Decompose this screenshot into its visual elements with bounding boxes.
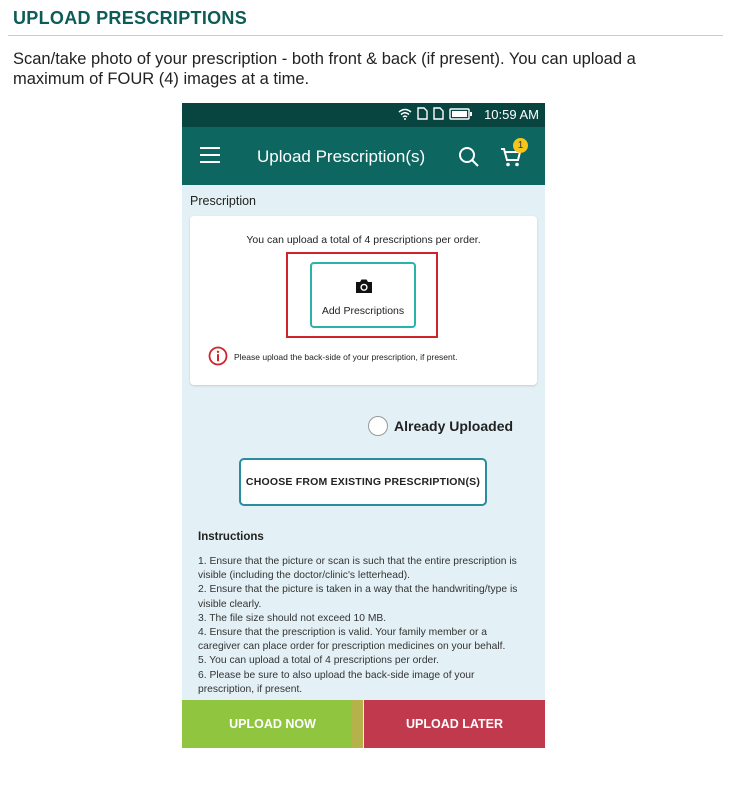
instructions-title: Instructions [198,531,264,543]
add-prescriptions-button[interactable] [310,262,416,328]
instructions-list [198,555,534,697]
prescription-section-label: Prescription [190,194,256,208]
phone-screenshot [182,103,545,748]
menu-icon[interactable] [200,147,220,163]
intro-text [13,49,713,89]
button-separator [351,700,363,748]
heading-divider [8,35,723,36]
upload-later-button[interactable]: UPLOAD LATER [364,700,545,748]
sim-icon [433,107,444,120]
sim-icon [417,107,428,120]
status-time: 10:59 AM [484,107,539,122]
battery-icon [449,108,473,120]
choose-existing-button[interactable]: CHOOSE FROM EXISTING PRESCRIPTION(S) [239,458,487,506]
upload-limit-text: You can upload a total of 4 prescriptions per order. [246,234,481,246]
back-side-note: Please upload the back-side of your prescription, if present. [234,352,458,362]
instruction-line: prescription, if present. [198,683,303,695]
instruction-line: 6. Please be sure to also upload the back-side image of your [198,669,475,681]
instruction-line: caregiver can place order for prescription medicines on your behalf. [198,641,506,653]
search-icon[interactable] [458,146,480,168]
camera-icon [355,278,373,294]
cart-count-badge: 1 [513,138,528,153]
upload-now-button[interactable]: UPLOAD NOW [182,700,363,748]
instruction-line: 1. Ensure that the picture or scan is such that the entire prescription is [198,556,517,567]
info-icon [208,346,228,366]
status-icons [398,107,473,120]
instruction-line: 2. Ensure that the picture is taken in a way that the handwriting/type is [198,584,518,596]
already-uploaded-radio[interactable] [368,416,388,436]
prescription-card [190,216,537,385]
instruction-line: visible clearly. [198,598,262,610]
instruction-line: 3. The file size should not exceed 10 MB. [198,612,387,624]
already-uploaded-label[interactable]: Already Uploaded [394,418,514,434]
page-heading: UPLOAD PRESCRIPTIONS [13,8,248,28]
app-title: Upload Prescription(s) [257,147,426,166]
instruction-line: 5. You can upload a total of 4 prescriptions per order. [198,655,439,667]
app-bar [182,127,545,185]
instruction-line: 4. Ensure that the prescription is valid. Your family member or a [198,627,488,639]
add-prescriptions-label: Add Prescriptions [321,305,405,317]
intro-line-2: maximum of FOUR (4) images at a time. [13,70,310,88]
instruction-line: visible (including the doctor/clinic's letterhead). [198,570,411,582]
intro-line-1: Scan/take photo of your prescription - both front & back (if present). You can upload a [13,50,636,68]
wifi-icon [398,108,412,120]
status-bar [182,103,545,127]
